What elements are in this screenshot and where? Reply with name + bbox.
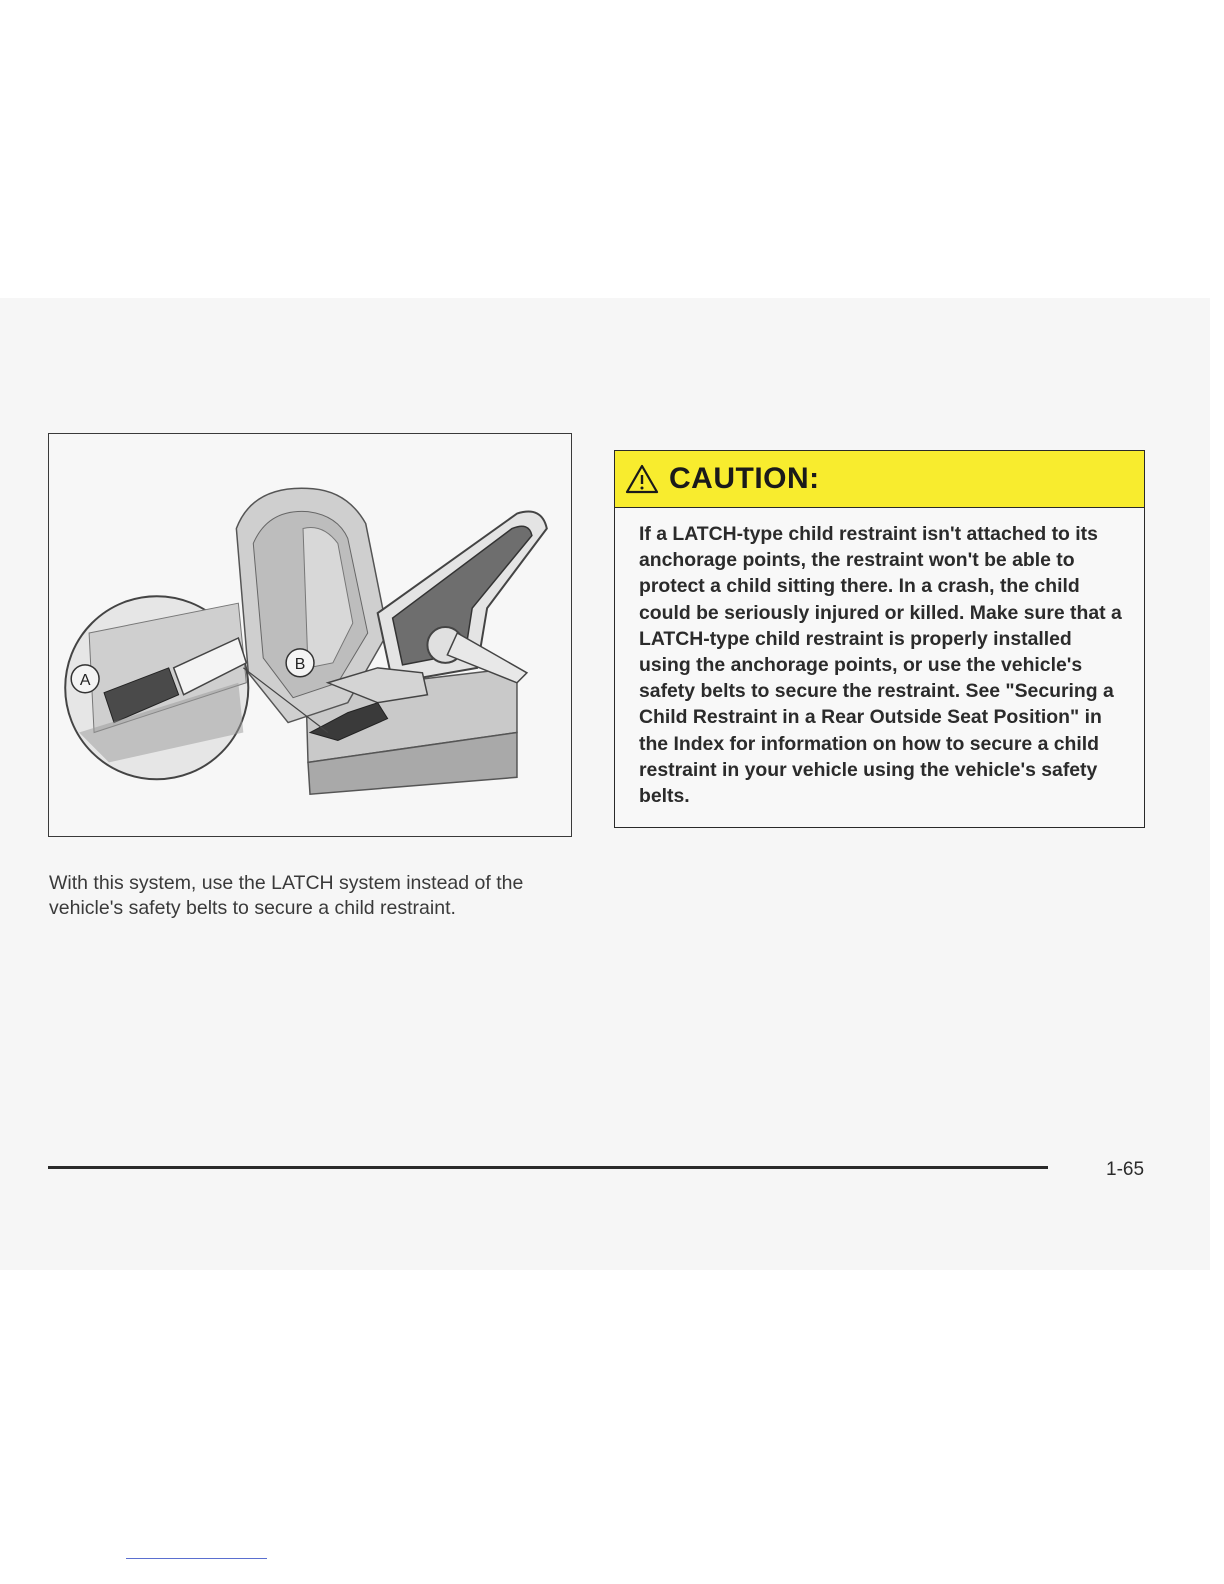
warning-triangle-icon [625,464,659,494]
manual-page [0,298,1210,1270]
caution-text: If a LATCH-type child restraint isn't attached to its anchorage points, the restraint won't be able to protect a child sitting there. In a crash, the child could be seriously injured or killed. Make sure that a LATCH-type child restraint is properly installed using the anchorage points, or use the vehicle's safety belts to secure the restraint. See "Securing a Child Restraint in a Rear Outside Seat Position" in the Index for information on how to secure a child restraint in your vehicle using the vehicle's safety belts. [639,523,1122,808]
caution-box [614,450,1145,828]
child-seat-drawing [49,434,571,836]
page-number: 1-65 [1106,1159,1145,1180]
callout-b-label: B [294,655,306,673]
body-paragraph: With this system, use the LATCH system instead of the vehicle's safety belts to secure a child restraint. [49,872,524,919]
callout-a-label: A [79,671,91,689]
caution-title: CAUTION: [669,462,820,495]
footer-rule [48,1166,1048,1169]
bottom-link-rule [126,1558,267,1559]
caution-header [615,451,1144,508]
latch-illustration [48,433,572,837]
